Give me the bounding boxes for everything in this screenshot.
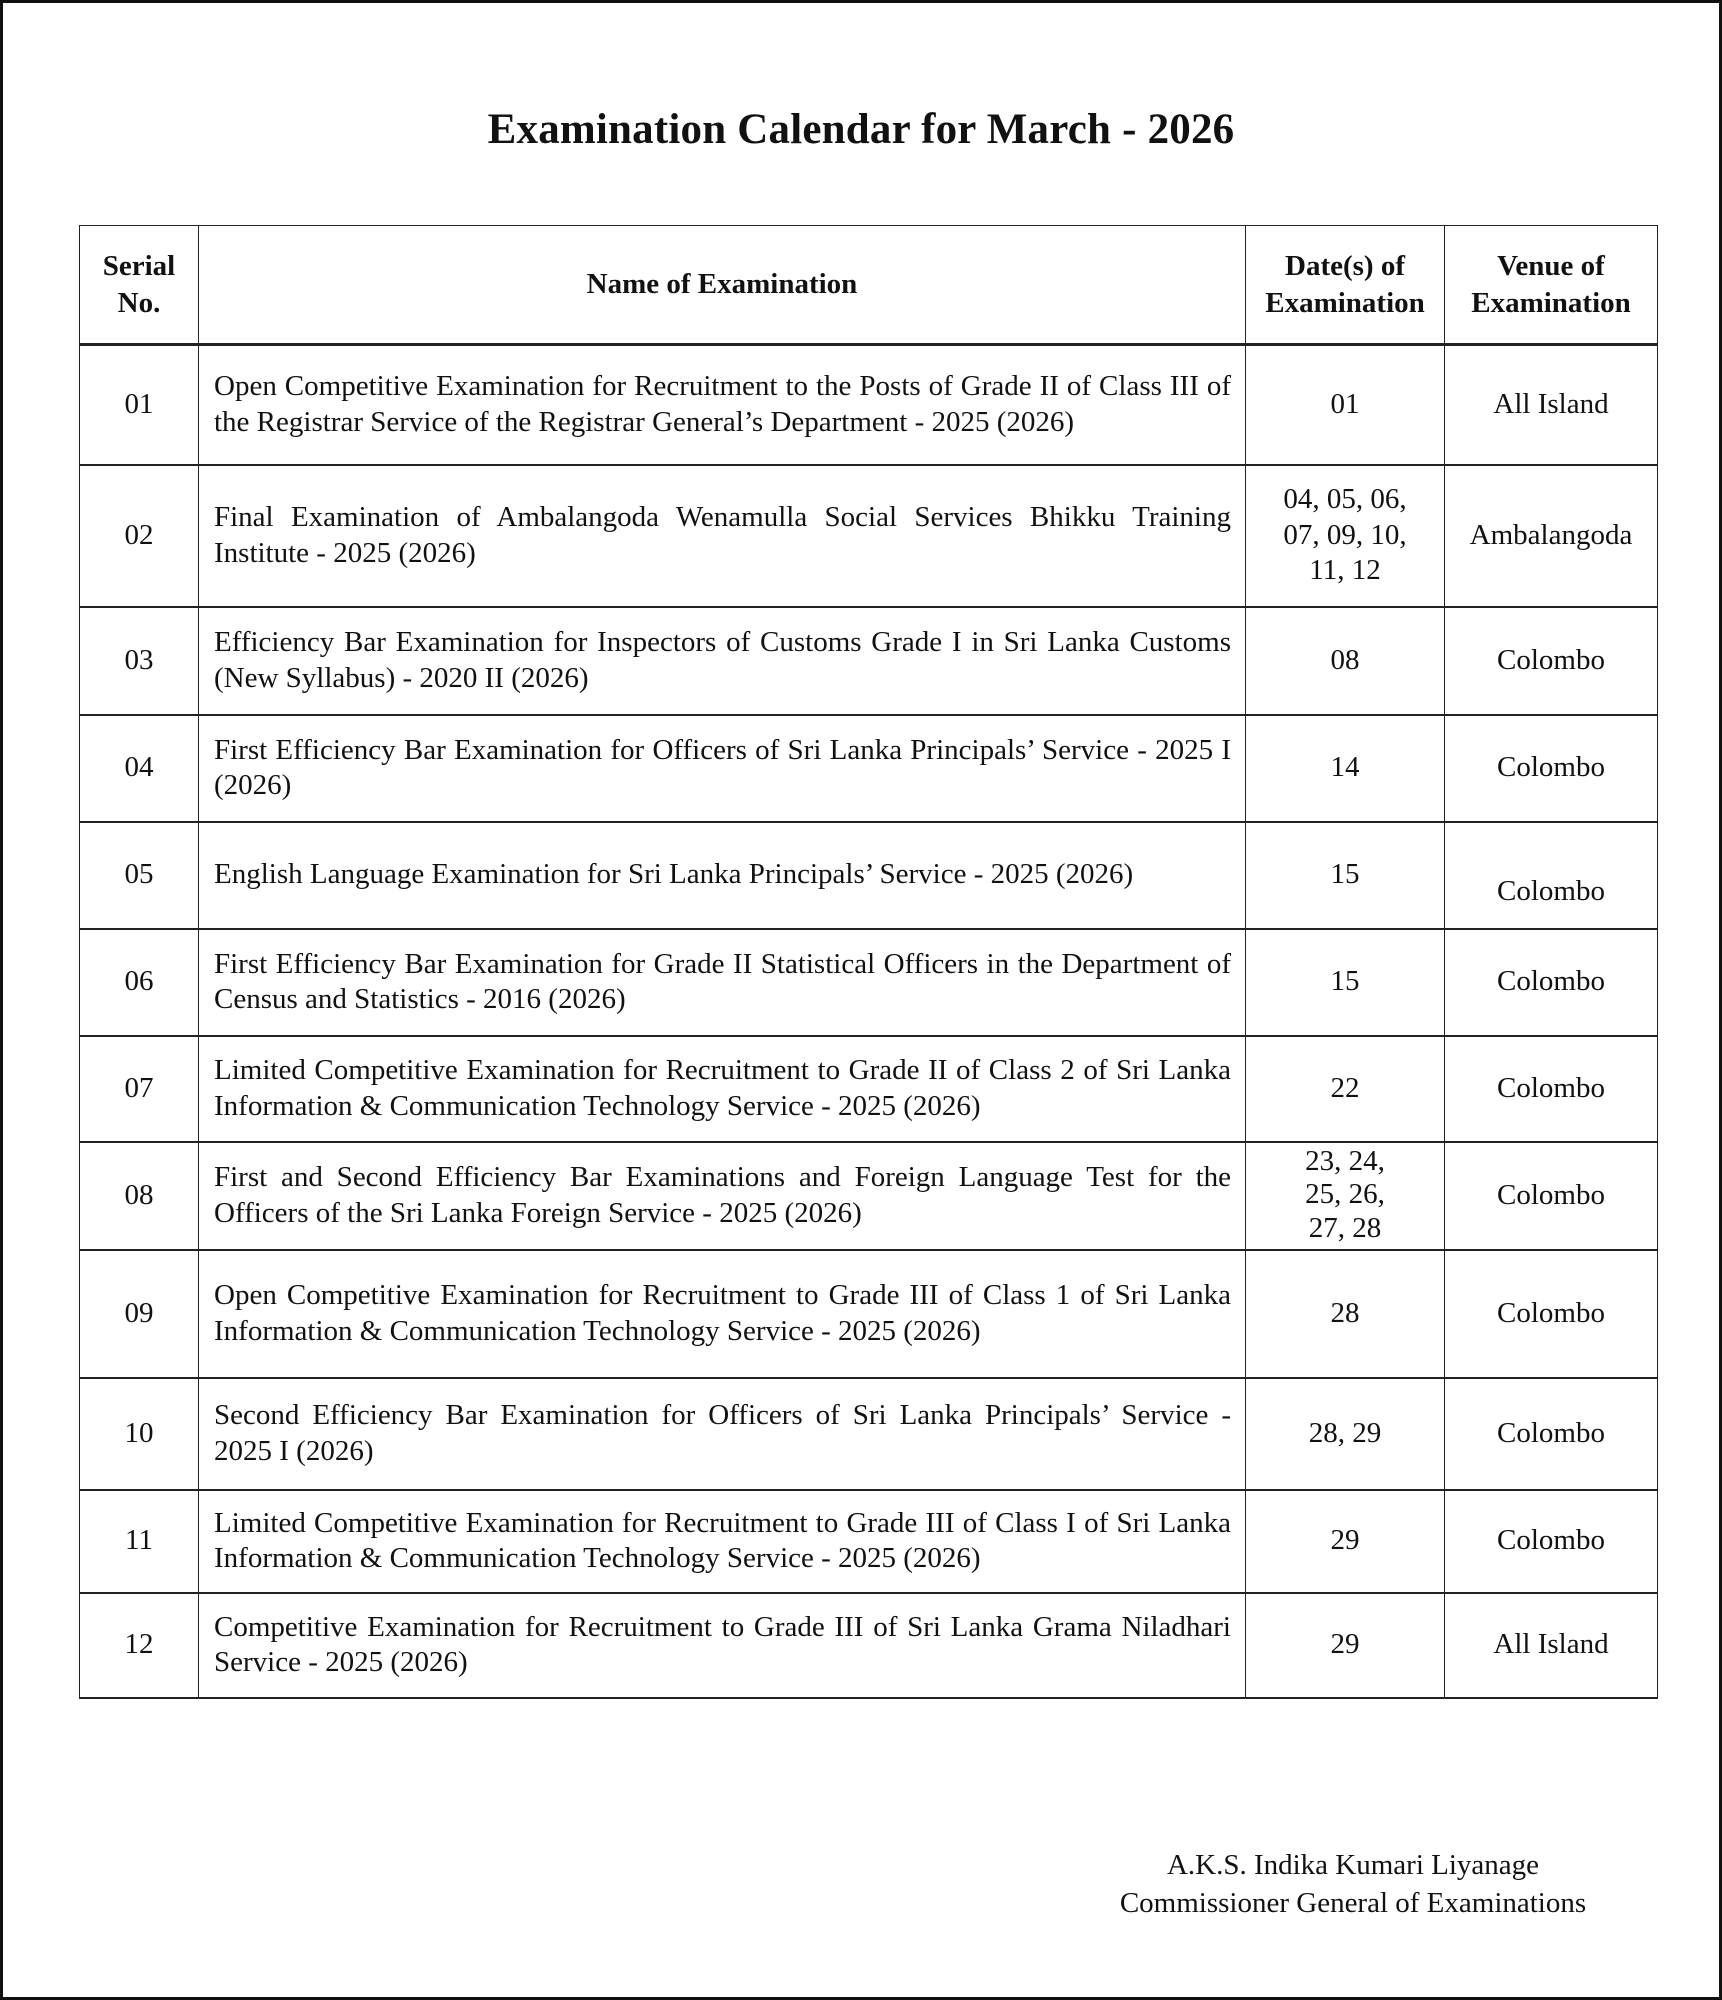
table-row: [80, 822, 1658, 929]
exam-venue-cell: Colombo: [1445, 1142, 1658, 1250]
exam-name-cell: Competitive Examination for Recruitment to Grade III of Sri Lanka Grama Niladhari Service - 2025 (2026): [199, 1593, 1246, 1698]
exam-venue-cell: Colombo: [1445, 1378, 1658, 1490]
exam-venue-cell: All Island: [1445, 1593, 1658, 1698]
exam-venue-cell: Colombo: [1445, 822, 1658, 929]
exam-dates-cell: 15: [1246, 929, 1445, 1036]
table-row: [80, 929, 1658, 1036]
exam-name-cell: First Efficiency Bar Examination for Grade II Statistical Officers in the Department of Census and Statistics - 2016 (2026): [199, 929, 1246, 1036]
table-row: [80, 1378, 1658, 1490]
exam-dates-cell: 15: [1246, 822, 1445, 929]
table-row: [80, 607, 1658, 715]
table-header-row: [80, 226, 1658, 345]
exam-dates-cell: 01: [1246, 345, 1445, 465]
table-row: [80, 345, 1658, 465]
exam-name-cell: Efficiency Bar Examination for Inspectors of Customs Grade I in Sri Lanka Customs (New Syllabus) - 2020 II (2026): [199, 607, 1246, 715]
serial-cell: 09: [80, 1250, 199, 1378]
signatory-name: A.K.S. Indika Kumari Liyanage: [1166, 1849, 1540, 1881]
table-row: [80, 1250, 1658, 1378]
header-name-of-examination: Name of Examination: [199, 226, 1246, 345]
exam-dates-cell: 29: [1246, 1593, 1445, 1698]
exam-venue-cell: Colombo: [1445, 1036, 1658, 1142]
serial-cell: 01: [80, 345, 199, 465]
examination-calendar-table: [79, 225, 1658, 1699]
serial-cell: 12: [80, 1593, 199, 1698]
exam-venue-cell: Colombo: [1445, 607, 1658, 715]
exam-dates-cell: 23, 24, 25, 26, 27, 28: [1246, 1142, 1445, 1250]
serial-cell: 03: [80, 607, 199, 715]
exam-venue-cell: Colombo: [1445, 715, 1658, 822]
header-dates-of-examination: Date(s) of Examination: [1246, 226, 1445, 345]
exam-name-cell: Final Examination of Ambalangoda Wenamulla Social Services Bhikku Training Institute - 2025 (2026): [199, 465, 1246, 607]
exam-dates-cell: 28: [1246, 1250, 1445, 1378]
exam-venue-cell: All Island: [1445, 345, 1658, 465]
exam-name-cell: First Efficiency Bar Examination for Officers of Sri Lanka Principals’ Service - 2025 I (2026): [199, 715, 1246, 822]
table-row: [80, 1036, 1658, 1142]
page-title: Examination Calendar for March - 2026: [487, 106, 1235, 153]
exam-name-cell: First and Second Efficiency Bar Examinations and Foreign Language Test for the Officers of the Sri Lanka Foreign Service - 2025 (2026): [199, 1142, 1246, 1250]
serial-cell: 11: [80, 1490, 199, 1593]
serial-cell: 07: [80, 1036, 199, 1142]
serial-cell: 08: [80, 1142, 199, 1250]
serial-cell: 02: [80, 465, 199, 607]
signatory-designation: Commissioner General of Examinations: [1119, 1887, 1587, 1919]
table-row: [80, 1490, 1658, 1593]
exam-dates-cell: 28, 29: [1246, 1378, 1445, 1490]
exam-venue-cell: Colombo: [1445, 1490, 1658, 1593]
exam-name-cell: Limited Competitive Examination for Recruitment to Grade III of Class I of Sri Lanka Information & Communication Technology Service - 2025 (2026): [199, 1490, 1246, 1593]
exam-dates-cell: 22: [1246, 1036, 1445, 1142]
exam-dates-cell: 08: [1246, 607, 1445, 715]
table-row: [80, 715, 1658, 822]
exam-dates-cell: 14: [1246, 715, 1445, 822]
exam-name-cell: Open Competitive Examination for Recruitment to Grade III of Class 1 of Sri Lanka Information & Communication Technology Service - 2025 (2026): [199, 1250, 1246, 1378]
header-venue-of-examination: Venue of Examination: [1445, 226, 1658, 345]
serial-cell: 04: [80, 715, 199, 822]
exam-name-cell: Open Competitive Examination for Recruitment to the Posts of Grade II of Class III of the Registrar Service of the Registrar General’s Department - 2025 (2026): [199, 345, 1246, 465]
exam-dates-cell: 04, 05, 06, 07, 09, 10, 11, 12: [1246, 465, 1445, 607]
header-serial-no: Serial No.: [80, 226, 199, 345]
serial-cell: 06: [80, 929, 199, 1036]
exam-name-cell: Second Efficiency Bar Examination for Officers of Sri Lanka Principals’ Service - 2025 I (2026): [199, 1378, 1246, 1490]
exam-name-cell: English Language Examination for Sri Lanka Principals’ Service - 2025 (2026): [199, 822, 1246, 929]
exam-name-cell: Limited Competitive Examination for Recruitment to Grade II of Class 2 of Sri Lanka Information & Communication Technology Service - 2025 (2026): [199, 1036, 1246, 1142]
exam-venue-cell: Ambalangoda: [1445, 465, 1658, 607]
exam-venue-cell: Colombo: [1445, 929, 1658, 1036]
table-row: [80, 1142, 1658, 1250]
exam-venue-cell: Colombo: [1445, 1250, 1658, 1378]
serial-cell: 05: [80, 822, 199, 929]
table-row: [80, 1593, 1658, 1698]
exam-dates-cell: 29: [1246, 1490, 1445, 1593]
table-row: [80, 465, 1658, 607]
serial-cell: 10: [80, 1378, 199, 1490]
